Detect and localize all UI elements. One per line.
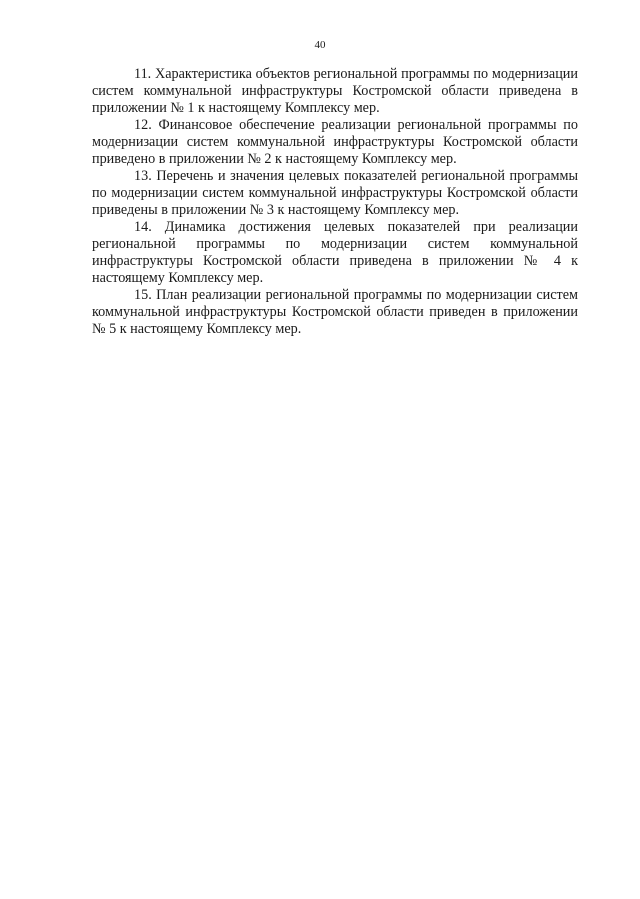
paragraph-12: 12. Финансовое обеспечение реализации региональной программы по модернизации систем коммунальной инфраструктуры Костромской области приведено в приложении № 2 к настоящему Комплексу мер. <box>92 117 578 167</box>
document-body <box>92 66 578 338</box>
page-number: 40 <box>314 39 326 51</box>
paragraph-14: 14. Динамика достижения целевых показателей при реализации региональной программы по модернизации систем коммунальной инфраструктуры Костромской области приведена в приложении № 4 к настоящему Комплексу мер. <box>92 219 578 286</box>
paragraph-15: 15. План реализации региональной программы по модернизации систем коммунальной инфраструктуры Костромской области приведен в приложении № 5 к настоящему Комплексу мер. <box>92 287 578 337</box>
paragraph-11: 11. Характеристика объектов региональной программы по модернизации систем коммунальной инфраструктуры Костромской области приведена в приложении № 1 к настоящему Комплексу мер. <box>92 66 578 116</box>
paragraph-13: 13. Перечень и значения целевых показателей региональной программы по модернизации систем коммунальной инфраструктуры Костромской области приведены в приложении № 3 к настоящему Комплексу мер. <box>92 168 578 218</box>
